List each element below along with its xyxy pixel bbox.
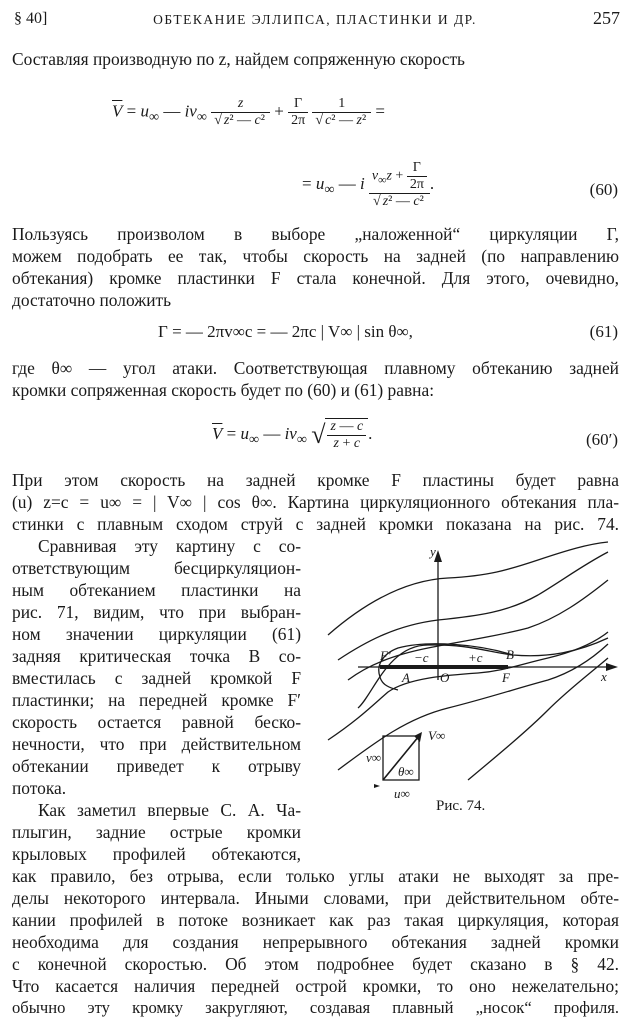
paragraph-line: обтекания) кромке пластинки F стала конечной. Для этого, очевидно, bbox=[12, 268, 619, 288]
streamline bbox=[328, 632, 608, 740]
paragraph-line: Как заметил впервые С. А. Ча- bbox=[38, 800, 301, 820]
u-arrow bbox=[374, 784, 380, 788]
paragraph-line: кании профилей в потоке возникает как раз такая циркуляция, которая bbox=[12, 910, 619, 930]
paragraph-line: ным обтеканием пластинки на bbox=[12, 580, 301, 600]
label-u-inf: u∞ bbox=[394, 786, 410, 801]
paragraph-line: задняя критическая точка B со- bbox=[12, 646, 301, 666]
label-v-inf: v∞ bbox=[366, 750, 382, 765]
paragraph-line: Пользуясь произволом в выборе „наложенной“ циркуляции Γ, bbox=[12, 224, 619, 244]
label-F-prime: F′ bbox=[380, 648, 391, 663]
label-theta: θ∞ bbox=[398, 764, 414, 779]
label-F: F bbox=[502, 670, 510, 685]
equation-60-line2: = $u_\infty$ — i $v_\infty z$ + $\frac{\Gamma}{2\pi}$ √ z² — c² . bbox=[302, 160, 435, 209]
paragraph-line: потока. bbox=[12, 778, 67, 798]
paragraph-line: нечности, что при действительном bbox=[12, 734, 301, 754]
label-plus-c: +c bbox=[468, 650, 483, 665]
equation-61-label: (61) bbox=[589, 322, 618, 341]
intro-text: Составляя производную по z, найдем сопряженную скорость bbox=[12, 49, 465, 69]
x-axis-arrow bbox=[606, 663, 618, 671]
equation-61: Γ = — 2πv∞c = — 2πc | V∞ | sin θ∞, bbox=[158, 322, 413, 341]
paragraph-line: стинки с плавным сходом струй с задней кромки показана на рис. 74. bbox=[12, 514, 619, 534]
paragraph-line: можем подобрать ее так, чтобы скорость на задней (по направлению bbox=[12, 246, 619, 266]
streamline bbox=[468, 658, 608, 780]
paragraph-line: рис. 71, видим, что при выбран- bbox=[12, 602, 301, 622]
paragraph-line: с конечной скоростью. Об этом подробнее будет сказано в § 42. bbox=[12, 954, 619, 974]
label-y: y bbox=[430, 544, 436, 559]
paragraph-line: вместилась с задней кромкой F bbox=[12, 668, 301, 688]
label-minus-c: −c bbox=[414, 650, 429, 665]
equation-60-prime: $\overline{V} = u_\infty$ — $iv_\infty$ √ $\frac{z — c}{z + c}$ . bbox=[212, 419, 373, 451]
paragraph-line: ответствующим бесциркуляцион- bbox=[12, 558, 301, 578]
figure-74 bbox=[318, 540, 620, 810]
streamline bbox=[328, 542, 608, 635]
paragraph-line: где θ∞ — угол атаки. Соответствующая плавному обтеканию задней bbox=[12, 358, 619, 378]
paragraph-line: плыгин, задние острые кромки bbox=[12, 822, 301, 842]
paragraph-line: При этом скорость на задней кромке F пластины будет равна bbox=[12, 470, 619, 490]
figure-caption: Рис. 74. bbox=[436, 798, 486, 814]
paragraph-line: Сравнивая эту картину с со- bbox=[38, 536, 301, 556]
label-B: B bbox=[506, 647, 514, 662]
label-x: x bbox=[601, 669, 607, 684]
paragraph-line: делы некоторого интервала. Иными словами, при действительном обте- bbox=[12, 888, 619, 908]
label-A: A bbox=[402, 670, 410, 685]
equation-60-line1: $\overline{V} = u_\infty$ — $iv_\infty$ $\frac{z}{\text{√ z² — c²}}$ + $\frac{\Gamma}{2\pi}$ $\frac{1}{\text{√ c² — z²}}$ = bbox=[112, 96, 385, 128]
equation-60-label: (60) bbox=[589, 180, 618, 199]
paragraph-line: необходима для создания непрерывного обтекания задней кромки bbox=[12, 932, 619, 952]
paragraph-line: (u) z=c = u∞ = | V∞ | cos θ∞. Картина циркуляционного обтекания пла- bbox=[12, 492, 619, 512]
paragraph-line: обычно эту кромку закругляют, создавая плавный „носок“ профиля. bbox=[12, 998, 619, 1017]
streamline bbox=[338, 552, 608, 660]
paragraph-line: кромки сопряженная скорость будет по (60) и (61) равна: bbox=[12, 380, 435, 400]
paragraph-line: как правило, без отрыва, если только углы атаки не выходят за пре- bbox=[12, 866, 619, 886]
label-V-inf: V∞ bbox=[428, 728, 446, 743]
section-number: § 40] bbox=[14, 10, 48, 27]
paragraph-line: достаточно положить bbox=[12, 290, 172, 310]
paragraph-line: крыловых профилей обтекаются, bbox=[12, 844, 301, 864]
paragraph-line: ном значении циркуляции (61) bbox=[12, 624, 301, 644]
label-O: O bbox=[440, 670, 450, 685]
paragraph-line: пластинки; на передней кромке F′ bbox=[12, 690, 301, 710]
running-title: ОБТЕКАНИЕ ЭЛЛИПСА, ПЛАСТИНКИ И ДР. bbox=[153, 12, 477, 27]
equation-60-prime-label: (60′) bbox=[585, 430, 618, 449]
paragraph-line: обтекании приведет к отрыву bbox=[12, 756, 301, 776]
page-number: 257 bbox=[593, 8, 620, 28]
paragraph-line: Что касается наличия передней острой кромки, то оно нежелательно; bbox=[12, 976, 619, 996]
paragraph-line: скорость остается равной беско- bbox=[12, 712, 301, 732]
